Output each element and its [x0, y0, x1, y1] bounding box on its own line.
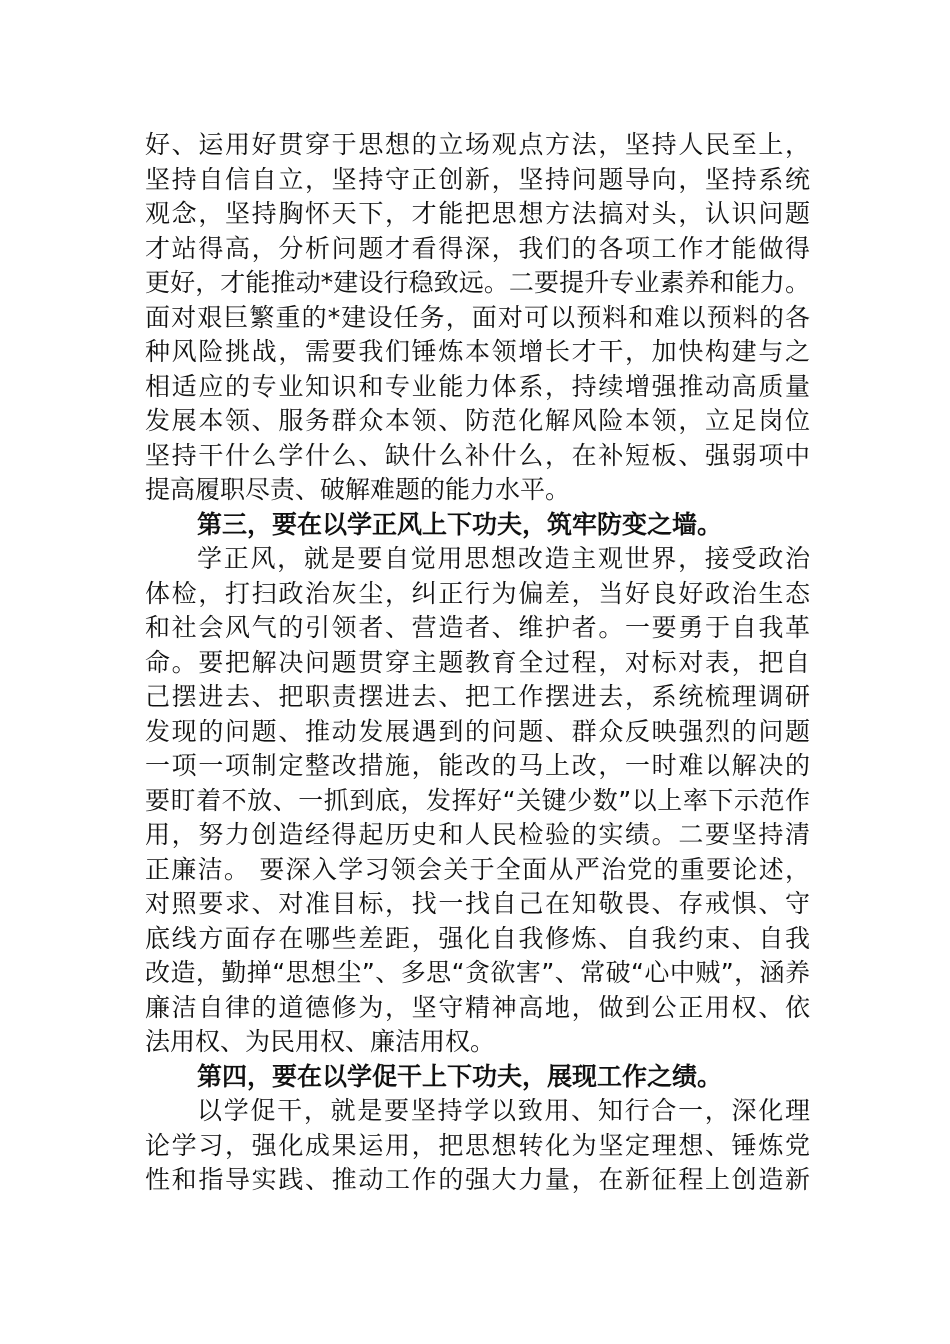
section-heading-four: 第四，要在以学促干上下功夫，展现工作之绩。: [197, 1061, 723, 1091]
text-line: 底线方面存在哪些差距，强化自我修炼、自我约束、自我: [145, 923, 810, 953]
text-line: 更好，才能推动*建设行稳致远。二要提升专业素养和能力。: [145, 268, 810, 297]
text-line: 廉洁自律的道德修为，坚守精神高地，做到公正用权、依: [145, 992, 810, 1022]
text-line: 观念，坚持胸怀天下，才能把思想方法搞对头，认识问题: [145, 199, 810, 228]
text-line: 正廉洁。 要深入学习领会关于全面从严治党的重要论述，: [145, 854, 810, 884]
text-line: 提高履职尽责、破解难题的能力水平。: [145, 475, 571, 504]
text-line: 用，努力创造经得起历史和人民检验的实绩。二要坚持清: [145, 820, 810, 849]
text-line: 坚持自信自立，坚持守正创新，坚持问题导向，坚持系统: [145, 164, 810, 194]
document-body: [145, 128, 810, 1198]
text-line: 学正风，就是要自觉用思想改造主观世界，接受政治: [197, 544, 810, 573]
text-line: 体检，打扫政治灰尘，纠正行为偏差，当好良好政治生态: [145, 578, 810, 608]
text-line: 发展本领、服务群众本领、防范化解风险本领，立足岗位: [145, 406, 810, 435]
text-line: 性和指导实践、推动工作的强大力量，在新征程上创造新: [145, 1165, 810, 1194]
text-line: 坚持干什么学什么、缺什么补什么，在补短板、强弱项中: [145, 440, 810, 470]
text-line: 以学促干，就是要坚持学以致用、知行合一，深化理: [197, 1096, 810, 1125]
text-line: 面对艰巨繁重的*建设任务，面对可以预料和难以预料的各: [145, 302, 810, 332]
text-line: 法用权、为民用权、廉洁用权。: [145, 1027, 496, 1056]
text-line: 论学习，强化成果运用，把思想转化为坚定理想、锤炼党: [145, 1130, 810, 1160]
section-heading-three: 第三，要在以学正风上下功夫，筑牢防变之墙。: [197, 509, 723, 539]
text-line: 和社会风气的引领者、营造者、维护者。一要勇于自我革: [145, 613, 810, 642]
text-line: 己摆进去、把职责摆进去、把工作摆进去，系统梳理调研: [145, 682, 810, 711]
text-line: 好、运用好贯穿于思想的立场观点方法，坚持人民至上，: [145, 130, 810, 159]
text-line: 发现的问题、推动发展遇到的问题、群众反映强烈的问题: [145, 716, 810, 746]
text-line: 要盯着不放、一抓到底，发挥好“关键少数”以上率下示范作: [145, 785, 810, 815]
text-line: 改造，勤掸“思想尘”、多思“贪欲害”、常破“心中贼”，涵养: [145, 958, 810, 987]
text-line: 才站得高，分析问题才看得深，我们的各项工作才能做得: [145, 233, 810, 263]
text-line: 命。要把解决问题贯穿主题教育全过程，对标对表，把自: [145, 647, 810, 677]
text-line: 相适应的专业知识和专业能力体系，持续增强推动高质量: [145, 371, 810, 401]
text-line: 种风险挑战，需要我们锤炼本领增长才干，加快构建与之: [145, 337, 810, 366]
text-line: 对照要求、对准目标，找一找自己在知敬畏、存戒惧、守: [145, 889, 810, 918]
text-line: 一项一项制定整改措施，能改的马上改，一时难以解决的: [145, 751, 810, 780]
